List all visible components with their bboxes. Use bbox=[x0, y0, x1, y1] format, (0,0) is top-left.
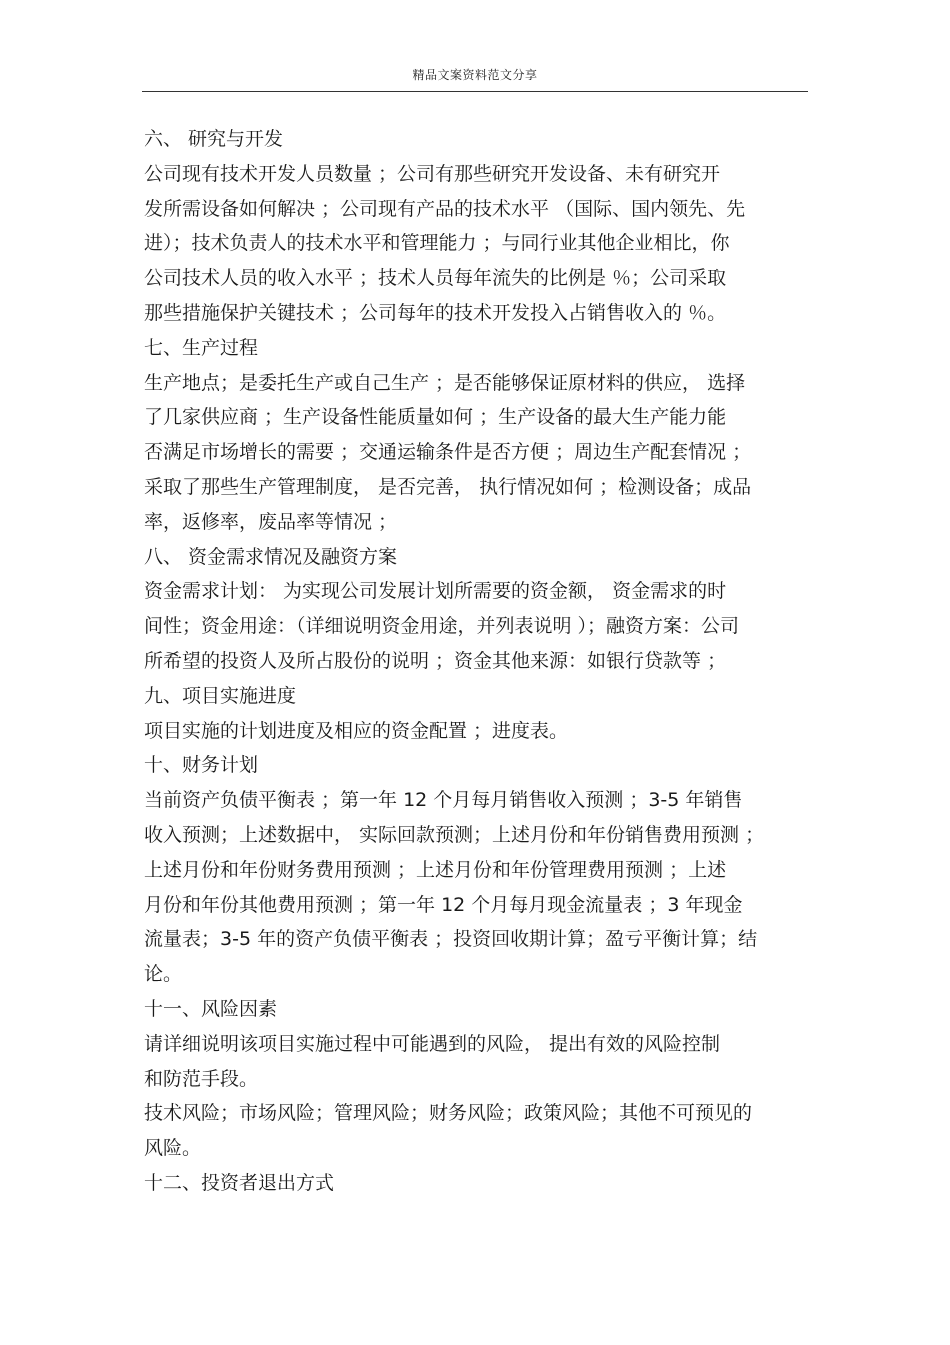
section-heading-schedule: 九、项目实施进度 bbox=[144, 684, 297, 707]
section-heading-production: 七、生产过程 bbox=[144, 336, 259, 359]
section-heading-exit: 十二、投资者退出方式 bbox=[144, 1171, 335, 1194]
paragraph-line: 率，返修率，废品率等情况 ； bbox=[144, 510, 398, 533]
document-body bbox=[144, 122, 818, 1201]
paragraph-line: 月份和年份其他费用预测 ；第一年 12 个月每月现金流量表 ；3 年现金 bbox=[144, 893, 743, 916]
paragraph-line: 间性；资金用途：（详细说明资金用途，并列表说明 ）；融资方案：公司 bbox=[144, 615, 740, 638]
paragraph-line: 发所需设备如何解决 ；公司现有产品的技术水平 （国际、国内领先、先 bbox=[144, 197, 746, 220]
header-divider bbox=[142, 91, 808, 92]
paragraph-line: 项目实施的计划进度及相应的资金配置 ；进度表。 bbox=[144, 719, 569, 742]
paragraph-line: 那些措施保护关键技术 ；公司每年的技术开发投入占销售收入的 ％。 bbox=[144, 301, 727, 324]
section-heading-risk: 十一、风险因素 bbox=[144, 997, 278, 1020]
paragraph-line: 资金需求计划： 为实现公司发展计划所需要的资金额， 资金需求的时 bbox=[144, 580, 727, 603]
paragraph-line: 上述月份和年份财务费用预测 ；上述月份和年份管理费用预测 ；上述 bbox=[144, 858, 727, 881]
paragraph-line: 所希望的投资人及所占股份的说明 ；资金其他来源：如银行贷款等 ； bbox=[144, 649, 727, 672]
paragraph-line: 和防范手段。 bbox=[144, 1067, 259, 1090]
paragraph-line: 公司现有技术开发人员数量 ；公司有那些研究开发设备、未有研究开 bbox=[144, 162, 721, 185]
paragraph-line: 公司技术人员的收入水平 ；技术人员每年流失的比例是 ％；公司采取 bbox=[144, 267, 727, 290]
section-heading-funding: 八、 资金需求情况及融资方案 bbox=[144, 545, 398, 568]
paragraph-line: 收入预测；上述数据中， 实际回款预测；上述月份和年份销售费用预测 ； bbox=[144, 823, 765, 846]
paragraph-line: 进）；技术负责人的技术水平和管理能力 ；与同行业其他企业相比，你 bbox=[144, 232, 730, 255]
paragraph-line: 论。 bbox=[144, 963, 183, 986]
paragraph-line: 了几家供应商 ；生产设备性能质量如何 ；生产设备的最大生产能力能 bbox=[144, 406, 727, 429]
paragraph-line: 采取了那些生产管理制度， 是否完善， 执行情况如何 ；检测设备；成品 bbox=[144, 475, 752, 498]
paragraph-line: 流量表；3-5 年的资产负债平衡表 ；投资回收期计算；盈亏平衡计算；结 bbox=[144, 928, 758, 951]
section-heading-research: 六、 研究与开发 bbox=[144, 128, 284, 150]
section-heading-finance: 十、财务计划 bbox=[144, 754, 259, 777]
paragraph-line: 当前资产负债平衡表 ；第一年 12 个月每月销售收入预测 ；3-5 年销售 bbox=[144, 789, 743, 812]
page-header-title: 精品文案资料范文分享 bbox=[412, 68, 538, 82]
paragraph-line: 技术风险；市场风险；管理风险；财务风险；政策风险；其他不可预见的 bbox=[144, 1102, 753, 1125]
paragraph-line: 请详细说明该项目实施过程中可能遇到的风险， 提出有效的风险控制 bbox=[144, 1032, 721, 1055]
paragraph-line: 否满足市场增长的需要 ；交通运输条件是否方便 ；周边生产配套情况 ； bbox=[144, 441, 752, 464]
paragraph-line: 生产地点；是委托生产或自己生产 ；是否能够保证原材料的供应， 选择 bbox=[144, 371, 746, 394]
paragraph-line: 风险。 bbox=[144, 1137, 202, 1160]
